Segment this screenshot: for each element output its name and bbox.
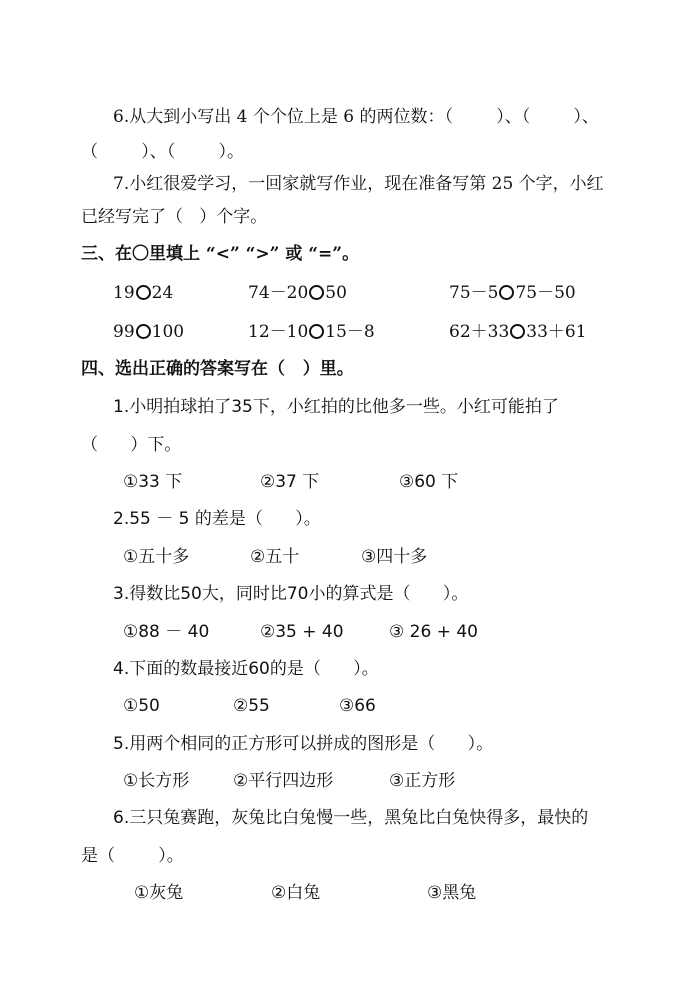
option: ②白兔	[271, 883, 321, 903]
compare-item: 99 100	[113, 322, 185, 342]
compare-item: 62＋33 33＋61	[449, 322, 587, 342]
question-line: 4.下面的数最接近60的是（ ）。	[113, 659, 379, 679]
option: ③黑兔	[427, 883, 477, 903]
option: ②五十	[250, 547, 300, 567]
q6-text-line2: （ ）、（ ）。	[81, 142, 244, 162]
option: ②55	[233, 696, 270, 716]
option: ②35 + 40	[260, 622, 344, 642]
option: ①50	[123, 696, 160, 716]
question-line: 2.55 － 5 的差是（ ）。	[113, 509, 321, 529]
option: ②37 下	[260, 472, 320, 492]
q6-text-line1: 6.从大到小写出 4 个个位上是 6 的两位数：（ ）、（ ）、	[113, 107, 599, 127]
blank-circle[interactable]	[309, 324, 324, 339]
compare-item: 74－20 50	[248, 283, 347, 303]
question-line: （ ）下。	[81, 435, 182, 455]
option: ③正方形	[389, 771, 456, 791]
question-line: 6.三只兔赛跑，灰兔比白兔慢一些，黑兔比白兔快得多，最快的	[113, 808, 589, 828]
option: ①33 下	[123, 472, 183, 492]
blank-circle[interactable]	[136, 324, 151, 339]
blank-circle[interactable]	[499, 285, 514, 300]
option: ②平行四边形	[233, 771, 334, 791]
section4-heading: 四、选出正确的答案写在（ ）里。	[81, 359, 354, 379]
q7-text-line2: 已经写完了（ ）个字。	[81, 207, 268, 227]
q7-text-line1: 7.小红很爱学习，一回家就写作业，现在准备写第 25 个字，小红	[113, 174, 604, 194]
compare-item: 12－10 15－8	[248, 322, 375, 342]
option: ③ 26 + 40	[389, 622, 478, 642]
option: ①灰兔	[134, 883, 184, 903]
option: ③66	[339, 696, 376, 716]
option: ③60 下	[399, 472, 459, 492]
question-line: 1.小明拍球拍了35下，小红拍的比他多一些。小红可能拍了	[113, 397, 559, 417]
option: ①五十多	[123, 547, 190, 567]
question-line: 5.用两个相同的正方形可以拼成的图形是（ ）。	[113, 734, 494, 754]
section3-heading: 三、在〇里填上 “<” “>” 或 “=”。	[81, 244, 360, 264]
compare-item: 19 24	[113, 283, 174, 303]
blank-circle[interactable]	[136, 285, 151, 300]
option: ③四十多	[361, 547, 428, 567]
question-line: 是（ ）。	[81, 846, 184, 866]
compare-item: 75－5 75－50	[449, 283, 576, 303]
blank-circle[interactable]	[510, 324, 525, 339]
question-line: 3.得数比50大，同时比70小的算式是（ ）。	[113, 584, 469, 604]
option: ①88 － 40	[123, 622, 210, 642]
option: ①长方形	[123, 771, 190, 791]
blank-circle[interactable]	[309, 285, 324, 300]
